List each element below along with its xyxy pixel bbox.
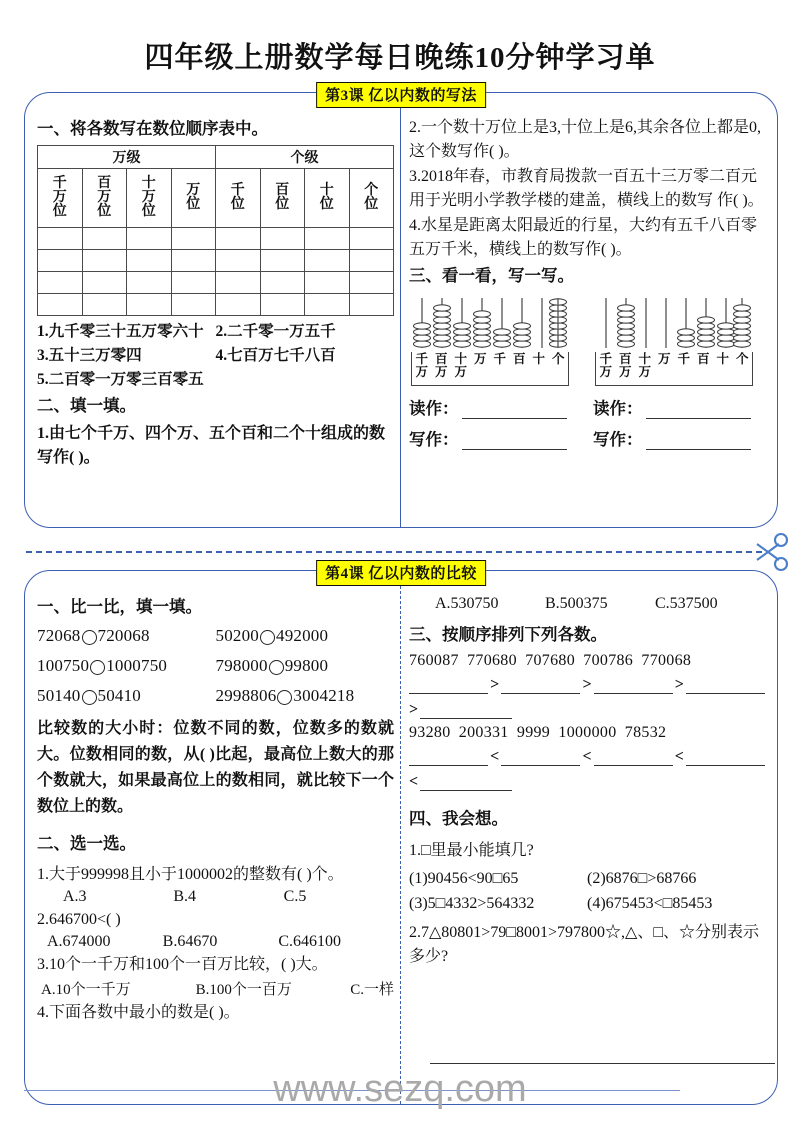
read-label: 读作： xyxy=(409,398,459,418)
list-item: 3.五十三万零四 xyxy=(37,346,142,364)
option-a[interactable]: A.10个一千万 xyxy=(41,982,131,999)
lesson-3-left-column xyxy=(25,93,401,527)
compare-right: 720068 xyxy=(97,625,150,645)
order-blank[interactable] xyxy=(420,776,512,791)
abacus-2-place-labels xyxy=(595,352,753,386)
lesson-3-right-column xyxy=(401,93,777,527)
write-answer-line[interactable] xyxy=(462,434,568,450)
think-item-1[interactable]: (1)90456<90□65 xyxy=(409,869,519,887)
l4-think-q1-stem: 1.□里最小能填几? xyxy=(409,841,534,859)
footer-divider xyxy=(430,1063,775,1064)
answer-cell[interactable] xyxy=(171,249,216,271)
answer-cell[interactable] xyxy=(38,271,83,293)
order-1-answer-row-2[interactable] xyxy=(409,701,765,719)
abacus-1 xyxy=(411,294,569,386)
write-label: 写作： xyxy=(409,429,459,449)
table-row[interactable] xyxy=(38,249,394,271)
answer-cell[interactable] xyxy=(260,227,305,249)
option-c[interactable]: C.5 xyxy=(283,888,307,906)
l3-section-1-heading: 一、将各数写在数位顺序表中。 xyxy=(37,119,268,138)
order-operator: < xyxy=(490,747,500,765)
lesson-4-left-column xyxy=(25,571,401,1104)
answer-cell[interactable] xyxy=(171,271,216,293)
place-table-header-row xyxy=(38,168,394,227)
l3-question-4[interactable]: 4.水星是距离太阳最近的行星，大约有五千八百零五万千米，横线上的数写作( )。 xyxy=(409,217,758,258)
place-col-shi: 十 位 xyxy=(305,168,350,227)
answer-cell[interactable] xyxy=(82,293,127,315)
compare-pair[interactable] xyxy=(37,686,216,706)
abacus-label-baiwan: 百 万 xyxy=(434,351,448,380)
place-col-ge: 个 位 xyxy=(349,168,394,227)
order-operator: > xyxy=(409,700,419,718)
answer-cell[interactable] xyxy=(216,293,261,315)
scissors-icon xyxy=(754,531,794,573)
abacus-label-shiwan: 十 万 xyxy=(454,351,467,380)
answer-cell[interactable] xyxy=(305,271,350,293)
abacus-label-shiwan: 十 万 xyxy=(638,351,651,380)
compare-pair[interactable] xyxy=(216,656,395,676)
answer-cell[interactable] xyxy=(127,249,172,271)
compare-left: 798000 xyxy=(215,655,268,675)
place-col-bai: 百 位 xyxy=(260,168,305,227)
abacus-label-ge: 个 xyxy=(735,351,749,366)
answer-cell[interactable] xyxy=(305,227,350,249)
order-operator: > xyxy=(490,675,500,693)
list-item: 2.二千零一万五千 xyxy=(215,322,336,340)
order-1-answer-row[interactable] xyxy=(409,676,765,694)
answer-cell[interactable] xyxy=(305,293,350,315)
abacus-2-read-row[interactable] xyxy=(593,395,751,419)
place-table-group-row xyxy=(38,145,394,168)
think-item-4[interactable]: (4)675453<□85453 xyxy=(587,894,713,912)
abacus-label-qian: 千 xyxy=(493,351,506,366)
option-b[interactable]: B.100个一百万 xyxy=(195,982,292,999)
answer-cell[interactable] xyxy=(127,271,172,293)
l4-mc-2-options[interactable] xyxy=(37,933,394,951)
option-b[interactable]: B.500375 xyxy=(545,595,608,612)
l4-mc-4-options[interactable] xyxy=(409,595,765,613)
abacus-label-qian: 千 xyxy=(677,351,690,366)
order-blank[interactable] xyxy=(409,679,488,694)
answer-cell[interactable] xyxy=(216,249,261,271)
answer-cell[interactable] xyxy=(260,249,305,271)
l4-mc-1-stem[interactable]: 1.大于999998且小于1000002的整数有( )个。 xyxy=(37,866,344,884)
option-a[interactable]: A.530750 xyxy=(435,595,499,612)
option-a[interactable]: A.3 xyxy=(63,888,87,906)
abacus-1-write-row[interactable] xyxy=(409,426,567,450)
compare-circle[interactable] xyxy=(260,630,275,645)
order-operator: > xyxy=(674,675,684,693)
order-operator: < xyxy=(582,747,592,765)
compare-row xyxy=(37,626,394,646)
abacus-label-bai: 百 xyxy=(696,351,710,366)
think-item-3[interactable]: (3)5□4332>564332 xyxy=(409,894,535,912)
answer-cell[interactable] xyxy=(216,271,261,293)
l3-question-2[interactable]: 2.一个数十万位上是3,十位上是6,其余各位上都是0,这个数写作( )。 xyxy=(409,119,762,160)
order-blank[interactable] xyxy=(686,679,765,694)
order-2-answer-row[interactable] xyxy=(409,748,765,766)
compare-right: 50410 xyxy=(97,685,141,705)
compare-circle[interactable] xyxy=(277,690,292,705)
answer-cell[interactable] xyxy=(260,271,305,293)
order-2-numbers: 93280 200331 9999 1000000 78532 xyxy=(409,723,667,741)
l3-number-word-list xyxy=(37,320,394,392)
abacus-label-wan: 万 xyxy=(657,351,671,366)
answer-cell[interactable] xyxy=(38,227,83,249)
cut-line xyxy=(26,551,762,553)
answer-cell[interactable] xyxy=(349,249,394,271)
answer-cell[interactable] xyxy=(171,293,216,315)
l3-section-3-heading: 三、看一看，写一写。 xyxy=(409,266,574,285)
lesson-3-card xyxy=(24,88,778,528)
abacus-label-shi: 十 xyxy=(532,351,545,366)
compare-right: 3004218 xyxy=(293,685,355,705)
order-blank[interactable] xyxy=(686,751,765,766)
abacus-beads-icon xyxy=(411,294,569,352)
lesson-4-card xyxy=(24,566,778,1105)
option-c[interactable]: C.537500 xyxy=(655,595,718,612)
answer-cell[interactable] xyxy=(260,293,305,315)
compare-circle[interactable] xyxy=(82,690,97,705)
l3-question-1[interactable]: 1.由七个千万、四个万、五个百和二个十组成的数写作( )。 xyxy=(37,424,386,466)
place-col-qianwan: 千 万 位 xyxy=(38,168,83,227)
abacus-2 xyxy=(595,294,753,386)
l4-mc-3-options[interactable] xyxy=(37,978,394,999)
option-c[interactable]: C.646100 xyxy=(278,933,342,951)
abacus-1-place-labels xyxy=(411,352,569,386)
answer-cell[interactable] xyxy=(127,227,172,249)
order-operator: < xyxy=(409,772,419,790)
table-row[interactable] xyxy=(38,293,394,315)
l4-think-q1-row-2[interactable] xyxy=(409,895,765,913)
read-answer-line[interactable] xyxy=(462,403,568,419)
abacus-group xyxy=(411,294,765,386)
l3-question-3[interactable]: 3.2018年春，市教育局拨款一百五十三万零二百元用于光明小学教学楼的建盖，横线上的数写 作( )。 xyxy=(409,168,764,209)
answer-cell[interactable] xyxy=(82,249,127,271)
compare-left: 50140 xyxy=(37,685,81,705)
think-item-2[interactable]: (2)6876□>68766 xyxy=(587,869,697,887)
place-col-wan: 万 位 xyxy=(171,168,216,227)
abacus-label-qianwan: 千 万 xyxy=(599,351,612,380)
l4-section-2-heading: 二、选一选。 xyxy=(37,833,136,853)
compare-row xyxy=(37,656,394,676)
answer-cell[interactable] xyxy=(349,227,394,249)
compare-right: 99800 xyxy=(284,655,329,675)
list-item: 4.七百万七千八百 xyxy=(215,346,336,364)
order-operator: > xyxy=(582,675,592,693)
place-group-wan: 万级 xyxy=(38,145,216,168)
l4-think-q2[interactable]: 2.7△80801>79□8001>797800☆,△、□、☆分别表示多少? xyxy=(409,923,759,965)
order-operator: < xyxy=(674,747,684,765)
page-title: 四年级上册数学每日晚练10分钟学习单 xyxy=(144,42,656,74)
abacus-beads-icon xyxy=(595,294,753,352)
order-blank[interactable] xyxy=(501,751,580,766)
abacus-label-ge: 个 xyxy=(551,351,565,366)
abacus-2-write-row[interactable] xyxy=(593,426,751,450)
abacus-1-read-row[interactable] xyxy=(409,395,567,419)
order-2-answer-row-2[interactable] xyxy=(409,773,765,791)
order-blank[interactable] xyxy=(420,704,512,719)
order-blank[interactable] xyxy=(594,679,673,694)
l4-mc-1-options[interactable] xyxy=(37,888,394,906)
place-col-qian: 千 位 xyxy=(216,168,261,227)
place-group-ge: 个级 xyxy=(216,145,394,168)
compare-pair[interactable] xyxy=(37,626,216,646)
list-item: 5.二百零一万零三百零五 xyxy=(37,370,204,388)
option-b[interactable]: B.4 xyxy=(173,888,196,906)
answer-cell[interactable] xyxy=(171,227,216,249)
answer-cell[interactable] xyxy=(127,293,172,315)
order-1-numbers: 760087 770680 707680 700786 770068 xyxy=(409,651,692,669)
l4-section-4-heading: 四、我会想。 xyxy=(409,808,508,828)
write-answer-line[interactable] xyxy=(646,434,752,450)
write-label: 写作： xyxy=(593,429,643,449)
compare-left: 2998806 xyxy=(215,685,277,705)
answer-cell[interactable] xyxy=(82,271,127,293)
option-c[interactable]: C.一样 xyxy=(350,982,395,999)
list-item: 1.九千零三十五万零六十 xyxy=(37,322,204,340)
read-answer-line[interactable] xyxy=(646,403,752,419)
answer-cell[interactable] xyxy=(216,227,261,249)
abacus-label-shi: 十 xyxy=(716,351,729,366)
answer-cell[interactable] xyxy=(38,293,83,315)
l3-section-2-heading: 二、填一填。 xyxy=(37,395,136,415)
lesson-3-badge: 第3课 亿以内数的写法 xyxy=(316,82,486,108)
l4-mc-4-stem[interactable]: 4.下面各数中最小的数是( )。 xyxy=(37,1004,240,1022)
l4-mc-3-stem[interactable]: 3.10个一千万和100个一百万比较，( )大。 xyxy=(37,956,328,974)
abacus-label-wan: 万 xyxy=(473,351,487,366)
compare-right: 1000750 xyxy=(106,655,168,675)
compare-left: 50200 xyxy=(215,625,259,645)
compare-left: 72068 xyxy=(37,625,81,645)
compare-circle[interactable] xyxy=(90,660,105,675)
answer-cell[interactable] xyxy=(349,271,394,293)
answer-cell[interactable] xyxy=(82,227,127,249)
table-row[interactable] xyxy=(38,271,394,293)
compare-left: 100750 xyxy=(37,655,90,675)
compare-row xyxy=(37,686,394,706)
read-label: 读作： xyxy=(593,398,643,418)
table-row[interactable] xyxy=(38,227,394,249)
place-value-table xyxy=(37,145,394,316)
compare-pair[interactable] xyxy=(216,626,395,646)
l4-rule-text: 比较数的大小时：位数不同的数，位数多的数就大。位数相同的数，从( )比起，最高位上数大的那个数就大，如果最高位上的数相同，就比较下一个数位上的数。 xyxy=(37,719,394,815)
answer-cell[interactable] xyxy=(38,249,83,271)
abacus-label-baiwan: 百 万 xyxy=(618,351,632,380)
compare-circle[interactable] xyxy=(269,660,284,675)
lesson-4-right-column xyxy=(401,571,777,1104)
compare-circle[interactable] xyxy=(82,630,97,645)
place-col-shiwan: 十 万 位 xyxy=(127,168,172,227)
order-blank[interactable] xyxy=(594,751,673,766)
option-b[interactable]: B.64670 xyxy=(162,933,218,951)
abacus-label-qianwan: 千 万 xyxy=(415,351,428,380)
order-blank[interactable] xyxy=(409,751,488,766)
answer-cell[interactable] xyxy=(349,293,394,315)
compare-pair[interactable] xyxy=(37,656,216,676)
l4-think-q1-row-1[interactable] xyxy=(409,870,765,888)
l4-section-3-heading: 三、按顺序排列下列各数。 xyxy=(409,625,607,644)
answer-cell[interactable] xyxy=(305,249,350,271)
option-a[interactable]: A.674000 xyxy=(47,933,111,951)
watermark: www.sezq.com xyxy=(273,1068,527,1110)
compare-pair[interactable] xyxy=(216,686,395,706)
order-blank[interactable] xyxy=(501,679,580,694)
abacus-label-bai: 百 xyxy=(512,351,526,366)
place-col-baiwan: 百 万 位 xyxy=(82,168,127,227)
l4-section-1-heading: 一、比一比，填一填。 xyxy=(37,597,202,616)
compare-right: 492000 xyxy=(276,625,329,645)
lesson-4-badge: 第4课 亿以内数的比较 xyxy=(316,560,486,586)
l4-mc-2-stem[interactable]: 2.646700<( ) xyxy=(37,911,121,929)
